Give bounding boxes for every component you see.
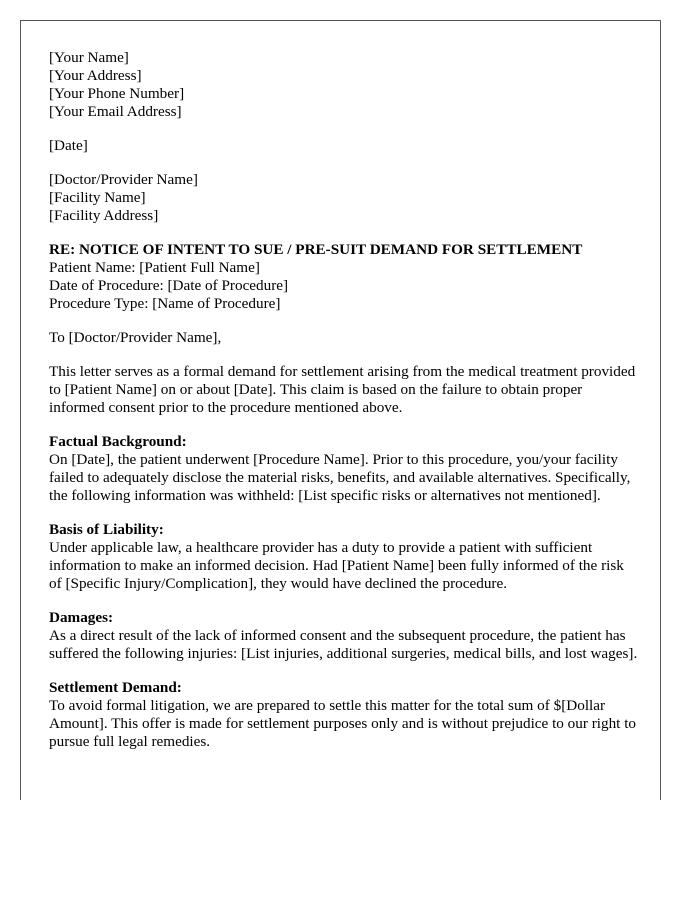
re-line: RE: NOTICE OF INTENT TO SUE / PRE-SUIT DEMAND FOR SETTLEMENT — [49, 241, 583, 258]
liability-heading: Basis of Liability: — [49, 521, 164, 538]
settlement-section — [49, 679, 639, 751]
procedure-date-line: Date of Procedure: [Date of Procedure] — [49, 277, 289, 294]
sender-phone: [Your Phone Number] — [49, 85, 185, 102]
recipient-name: [Doctor/Provider Name] — [49, 171, 198, 188]
sender-email: [Your Email Address] — [49, 103, 182, 120]
intro-block — [49, 363, 639, 417]
letter-date: [Date] — [49, 137, 88, 154]
damages-section — [49, 609, 639, 663]
procedure-type-line: Procedure Type: [Name of Procedure] — [49, 295, 281, 312]
factual-body: On [Date], the patient underwent [Procedure Name]. Prior to this procedure, you/your facility failed to adequately disclose the material risks, benefits, and available alternatives. Specifically, the following information was withheld: [List specific risks or alternatives not mentioned]. — [49, 451, 631, 504]
subject-block — [49, 241, 639, 313]
recipient-facility: [Facility Name] — [49, 189, 146, 206]
factual-heading: Factual Background: — [49, 433, 187, 450]
patient-name-line: Patient Name: [Patient Full Name] — [49, 259, 260, 276]
recipient-facility-address: [Facility Address] — [49, 207, 159, 224]
liability-body: Under applicable law, a healthcare provider has a duty to provide a patient with sufficient information to make an informed decision. Had [Patient Name] been fully informed of the risk of [Specific Injury/Complication], they would have declined the procedure. — [49, 539, 624, 592]
letter-page — [20, 20, 661, 800]
salutation-block — [49, 329, 639, 347]
settlement-body: To avoid formal litigation, we are prepared to settle this matter for the total sum of $[Dollar Amount]. This offer is made for settlement purposes only and is without prejudice to our right to pursue full legal remedies. — [49, 697, 637, 750]
liability-section — [49, 521, 639, 593]
recipient-block — [49, 171, 639, 225]
intro-paragraph: This letter serves as a formal demand for settlement arising from the medical treatment provided to [Patient Name] on or about [Date]. This claim is based on the failure to obtain proper informed consent prior to the procedure mentioned above. — [49, 363, 636, 416]
settlement-heading: Settlement Demand: — [49, 679, 182, 696]
factual-section — [49, 433, 639, 505]
damages-heading: Damages: — [49, 609, 114, 626]
letter-content — [49, 49, 639, 767]
sender-address: [Your Address] — [49, 67, 142, 84]
date-block — [49, 137, 639, 155]
sender-block — [49, 49, 639, 121]
damages-body: As a direct result of the lack of informed consent and the subsequent procedure, the patient has suffered the following injuries: [List injuries, additional surgeries, medical bills, and lost wages]. — [49, 627, 638, 662]
salutation: To [Doctor/Provider Name], — [49, 329, 222, 346]
sender-name: [Your Name] — [49, 49, 129, 66]
